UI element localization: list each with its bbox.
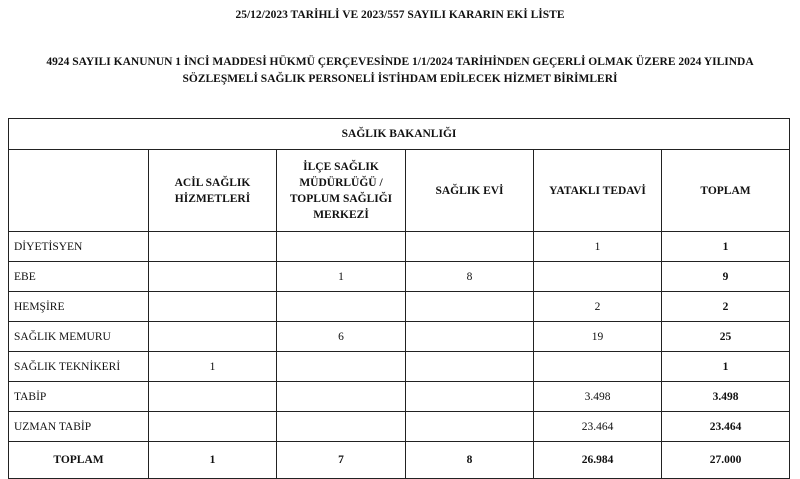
row-label: TABİP [9, 382, 149, 412]
cell-ilce: 6 [277, 322, 406, 352]
total-ilce: 7 [277, 442, 406, 479]
cell-ilce [277, 232, 406, 262]
cell-ilce [277, 382, 406, 412]
cell-toplam: 3.498 [662, 382, 790, 412]
cell-toplam: 23.464 [662, 412, 790, 442]
row-label: UZMAN TABİP [9, 412, 149, 442]
document-title [0, 54, 800, 88]
cell-acil [149, 232, 277, 262]
cell-ilce [277, 292, 406, 322]
cell-saglik-evi [406, 292, 534, 322]
blank-header-cell [9, 150, 149, 232]
cell-yatakli: 2 [534, 292, 662, 322]
personnel-table [8, 118, 790, 479]
cell-saglik-evi [406, 412, 534, 442]
cell-yatakli [534, 262, 662, 292]
total-row [9, 442, 790, 479]
cell-toplam: 1 [662, 232, 790, 262]
cell-saglik-evi: 8 [406, 262, 534, 292]
cell-saglik-evi [406, 382, 534, 412]
column-header-row [9, 150, 790, 232]
row-label: SAĞLIK MEMURU [9, 322, 149, 352]
document-title-line-2: SÖZLEŞMELİ SAĞLIK PERSONELİ İSTİHDAM EDİLECEK HİZMET BİRİMLERİ [182, 73, 618, 85]
cell-ilce [277, 352, 406, 382]
column-header-acil [149, 150, 277, 232]
cell-acil: 1 [149, 352, 277, 382]
cell-toplam: 2 [662, 292, 790, 322]
cell-acil [149, 382, 277, 412]
row-label: SAĞLIK TEKNİKERİ [9, 352, 149, 382]
cell-acil [149, 292, 277, 322]
total-toplam: 27.000 [662, 442, 790, 479]
document-title-line-1: 4924 SAYILI KANUNUN 1 İNCİ MADDESİ HÜKMÜ ÇERÇEVESİNDE 1/1/2024 TARİHİNDEN GEÇERLİ OLMAK ÜZERE 2024 YILINDA [46, 56, 754, 68]
cell-ilce [277, 412, 406, 442]
cell-yatakli [534, 352, 662, 382]
cell-toplam: 1 [662, 352, 790, 382]
cell-saglik-evi [406, 322, 534, 352]
table-row [9, 262, 790, 292]
table-row [9, 232, 790, 262]
cell-saglik-evi [406, 232, 534, 262]
table-row [9, 412, 790, 442]
document-reference-line: 25/12/2023 TARİHLİ VE 2023/557 SAYILI KARARIN EKİ LİSTE [235, 9, 565, 21]
total-acil: 1 [149, 442, 277, 479]
column-header-saglik-evi: SAĞLIK EVİ [406, 150, 534, 232]
total-yatakli: 26.984 [534, 442, 662, 479]
cell-yatakli: 23.464 [534, 412, 662, 442]
column-header-ilce-line-1: İLÇE SAĞLIK [303, 160, 379, 173]
cell-acil [149, 322, 277, 352]
table-row [9, 352, 790, 382]
row-label: HEMŞİRE [9, 292, 149, 322]
cell-saglik-evi [406, 352, 534, 382]
column-header-ilce-line-3: TOPLUM SAĞLIĞI [289, 192, 393, 205]
cell-yatakli: 1 [534, 232, 662, 262]
cell-yatakli: 19 [534, 322, 662, 352]
column-header-ilce-line-4: MERKEZİ [313, 208, 369, 221]
column-header-ilce-line-2: MÜDÜRLÜĞÜ / [299, 176, 383, 189]
column-header-acil-line-2: HİZMETLERİ [174, 192, 251, 205]
column-header-yatakli-tedavi: YATAKLI TEDAVİ [534, 150, 662, 232]
table-row [9, 322, 790, 352]
total-saglik-evi: 8 [406, 442, 534, 479]
cell-yatakli: 3.498 [534, 382, 662, 412]
table-row [9, 292, 790, 322]
cell-toplam: 25 [662, 322, 790, 352]
cell-ilce: 1 [277, 262, 406, 292]
cell-acil [149, 262, 277, 292]
cell-toplam: 9 [662, 262, 790, 292]
total-label: TOPLAM [9, 442, 149, 479]
row-label: DİYETİSYEN [9, 232, 149, 262]
column-header-toplam: TOPLAM [662, 150, 790, 232]
cell-acil [149, 412, 277, 442]
column-header-ilce [277, 150, 406, 232]
ministry-header: SAĞLIK BAKANLIĞI [9, 119, 790, 150]
column-header-acil-line-1: ACİL SAĞLIK [174, 176, 251, 189]
table-row [9, 382, 790, 412]
row-label: EBE [9, 262, 149, 292]
